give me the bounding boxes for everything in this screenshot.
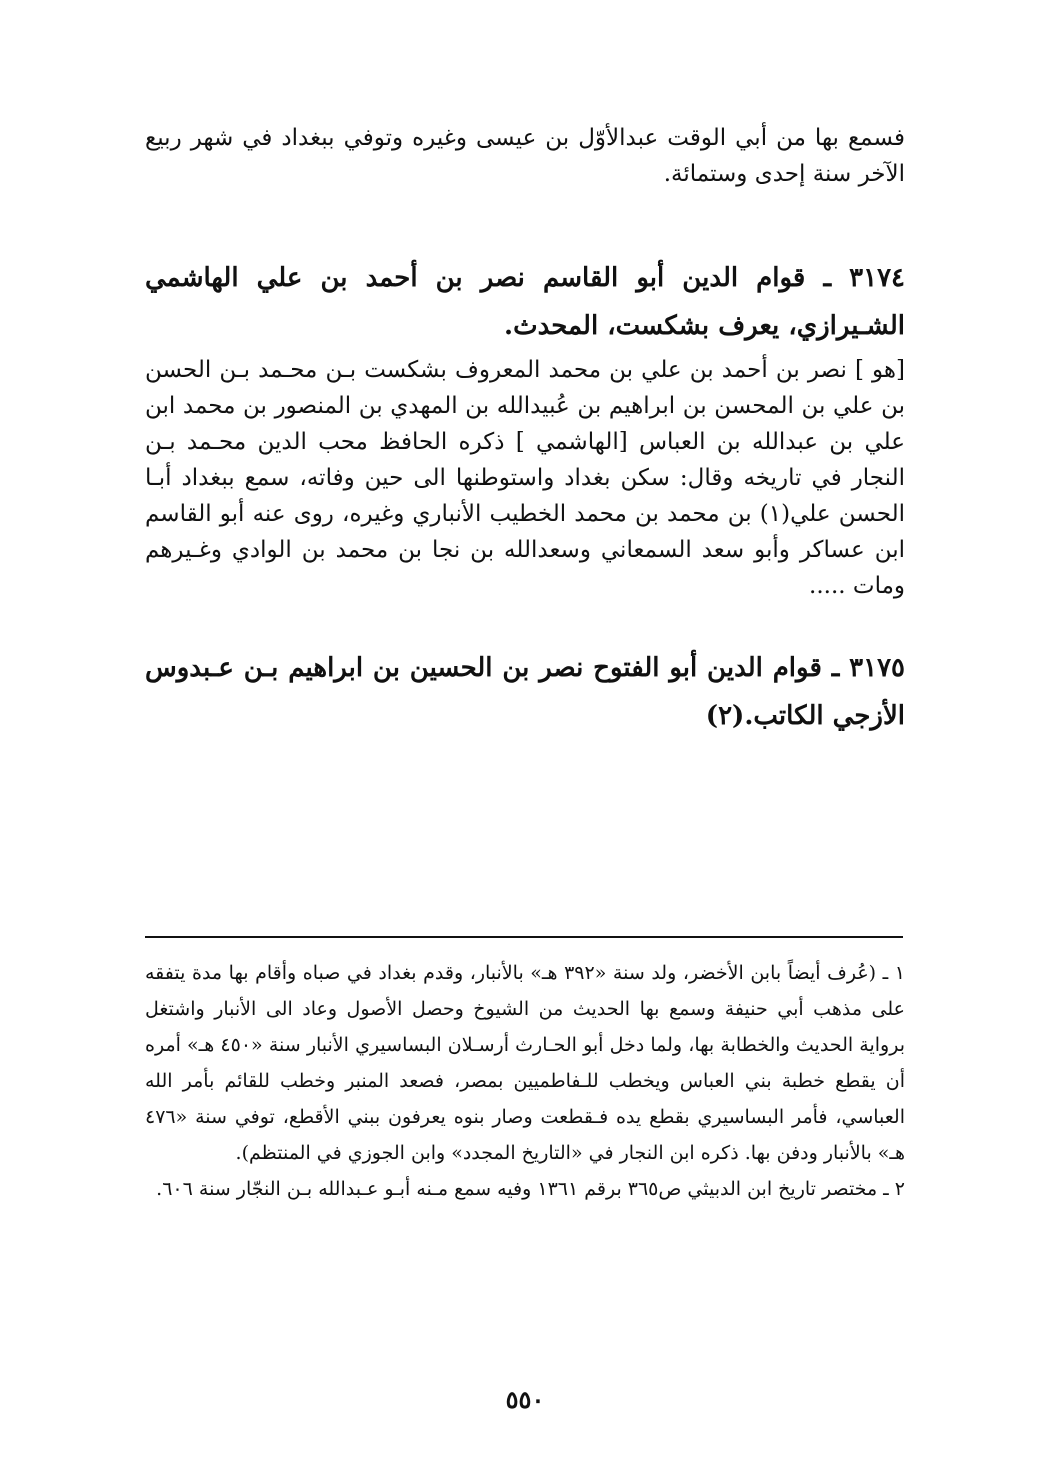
entry-heading-3174: ٣١٧٤ ـ قوام الدين أبو القاسم نصر بن أحمد بن علي الهاشمي الشـيرازي، يعرف بشكست، المحدث.: [145, 263, 905, 341]
footnote-2: ٢ ـ مختصر تاريخ ابن الدبيثي ص٣٦٥ برقم ١٣٦١ وفيه سمع مـنه أبـو عـبدالله بـن النجّار سنة ٦٠٦.: [156, 1178, 905, 1200]
intro-paragraph: فسمع بها من أبي الوقت عبدالأوّل بن عيسى وغيره وتوفي ببغداد في شهر ربيع الآخر سنة إحدى وستمائة.: [145, 125, 905, 187]
footnotes: [145, 955, 905, 1207]
entry-heading-3175: ٣١٧٥ ـ قوام الدين أبو الفتوح نصر بن الحسين بن ابراهيم بـن عـبدوس الأزجي الكاتب.(٢): [145, 653, 905, 731]
footnote-divider: [145, 936, 903, 938]
main-text: [145, 118, 905, 740]
entry-body-3174: [هو ] نصر بن أحمد بن علي بن محمد المعروف بشكست بـن محـمد بـن الحسن بن علي بن المحسن بن ابراهيم بن عُبيدالله بن المهدي بن المنصور بن محمد ابن علي بن عبدالله بن العباس [الهاشمي ] ذكره الحافظ محب الدين محـمد بـن النجار في تاريخه وقال: سكن بغداد واستوطنها الى حين وفاته، سمع ببغداد أبـا الحسن علي(١) بن محمد بن محمد الخطيب الأنباري وغيره، روى عنه أبو القاسم ابن عساكر وأبو سعد السمعاني وسعدالله بن نجا بن محمد بن الوادي وغـيرهم ومات .....: [145, 357, 905, 599]
footnote-1: ١ ـ (عُرف أيضاً بابن الأخضر، ولد سنة «٣٩٢ هـ» بالأنبار، وقدم بغداد في صباه وأقام بها مدة يتفقه على مذهب أبي حنيفة وسمع بها الحديث من الشيوخ وحصل الأصول وعاد الى الأنبار واشتغل برواية الحديث والخطابة بها، ولما دخل أبو الحـارث أرسـلان البساسيري الأنبار سنة «٤٥٠ هـ» أمره أن يقطع خطبة بني العباس ويخطب للـفاطميين بمصر، فصعد المنبر وخطب للقائم بأمر الله العباسي، فأمر البساسيري بقطع يده فـقطعت وصار بنوه يعرفون ببني الأقطع، توفي سنة «٤٧٦ هـ» بالأنبار ودفن بها. ذكره ابن النجار في «التاريخ المجدد» وابن الجوزي في المنتظم).: [145, 962, 906, 1164]
page-number: ٥٥٠: [505, 1385, 545, 1414]
